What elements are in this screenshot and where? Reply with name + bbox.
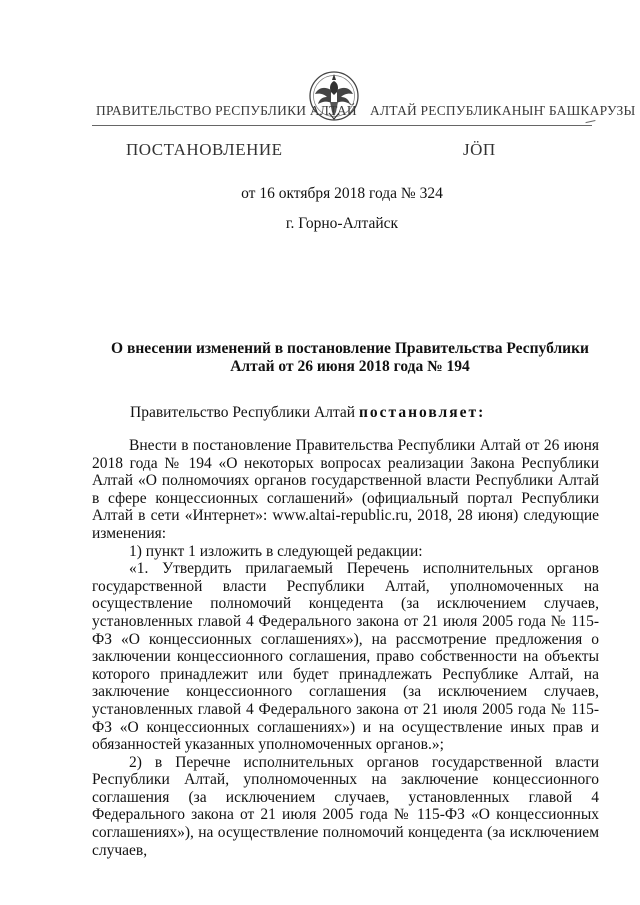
preamble: [130, 404, 485, 422]
body-paragraph-2: 1) пункт 1 изложить в следующей редакции:: [129, 542, 423, 560]
document-city: г. Горно-Алтайск: [285, 215, 399, 232]
preamble-lead: Правительство Республики Алтай: [130, 404, 359, 421]
body-paragraph-3: «1. Утвердить прилагаемый Перечень исполнительных органов государственной власти Республики Алтай, уполномоченных на осуществление полномочий концедента (за исключением случаев, установленных главой 4 Федерального закона от 21 июля 2005 года № 115-ФЗ «О концессионных соглашениях»), на рассмотрение предложения о заключении концессионного соглашения, право собственности на объекты которого принадлежит или будет принадлежать Республике Алтай, на заключение концессионного соглашения (за исключением случаев, установленных главой 4 Федерального закона от 21 июля 2005 года № 115-ФЗ «О концессионных соглашениях») и на осуществление иных прав и обязанностей указанных уполномоченных органов.»;: [92, 560, 599, 754]
body-paragraph-4: 2) в Перечне исполнительных органов государственной власти Республики Алтай, уполномоченных на заключение концессионного соглашения (за исключением случаев, установленных главой 4 Федерального закона от 21 июля 2005 года № 115-ФЗ «О концессионных соглашениях»), на осуществление полномочий концедента (за исключением случаев,: [92, 753, 599, 859]
letterhead: [0, 0, 640, 130]
document-body: [92, 437, 599, 859]
document-type: ПОСТАНОВЛЕНИЕ: [126, 140, 283, 159]
preamble-verb: постановляет:: [358, 404, 486, 421]
header-divider-tick: [585, 120, 596, 128]
org-name-russian: ПРАВИТЕЛЬСТВО РЕСПУБЛИКИ АЛТАЙ: [96, 103, 357, 118]
document-type-altai: ЈӦП: [463, 140, 496, 159]
org-name-altai: АЛТАЙ РЕСПУБЛИКАНЫҤ БАШКАРУЗЫ: [370, 103, 636, 118]
document-title: О внесении изменений в постановление Правительства Республики Алтай от 26 июня 2018 года № 194: [111, 340, 589, 375]
body-paragraph-1: Внести в постановление Правительства Республики Алтай от 26 июня 2018 года № 194 «О некоторых вопросах реализации Закона Республики Алтай «О полномочиях органов государственной власти Республики Алтай в сфере концессионных соглашений» (официальный портал Республики Алтай в сети «Интернет»: www.altai-republic.ru, 2018, 28 июня) следующие изменения:: [92, 437, 599, 542]
header-divider: [92, 125, 592, 126]
document-date-number: от 16 октября 2018 года № 324: [241, 185, 443, 202]
